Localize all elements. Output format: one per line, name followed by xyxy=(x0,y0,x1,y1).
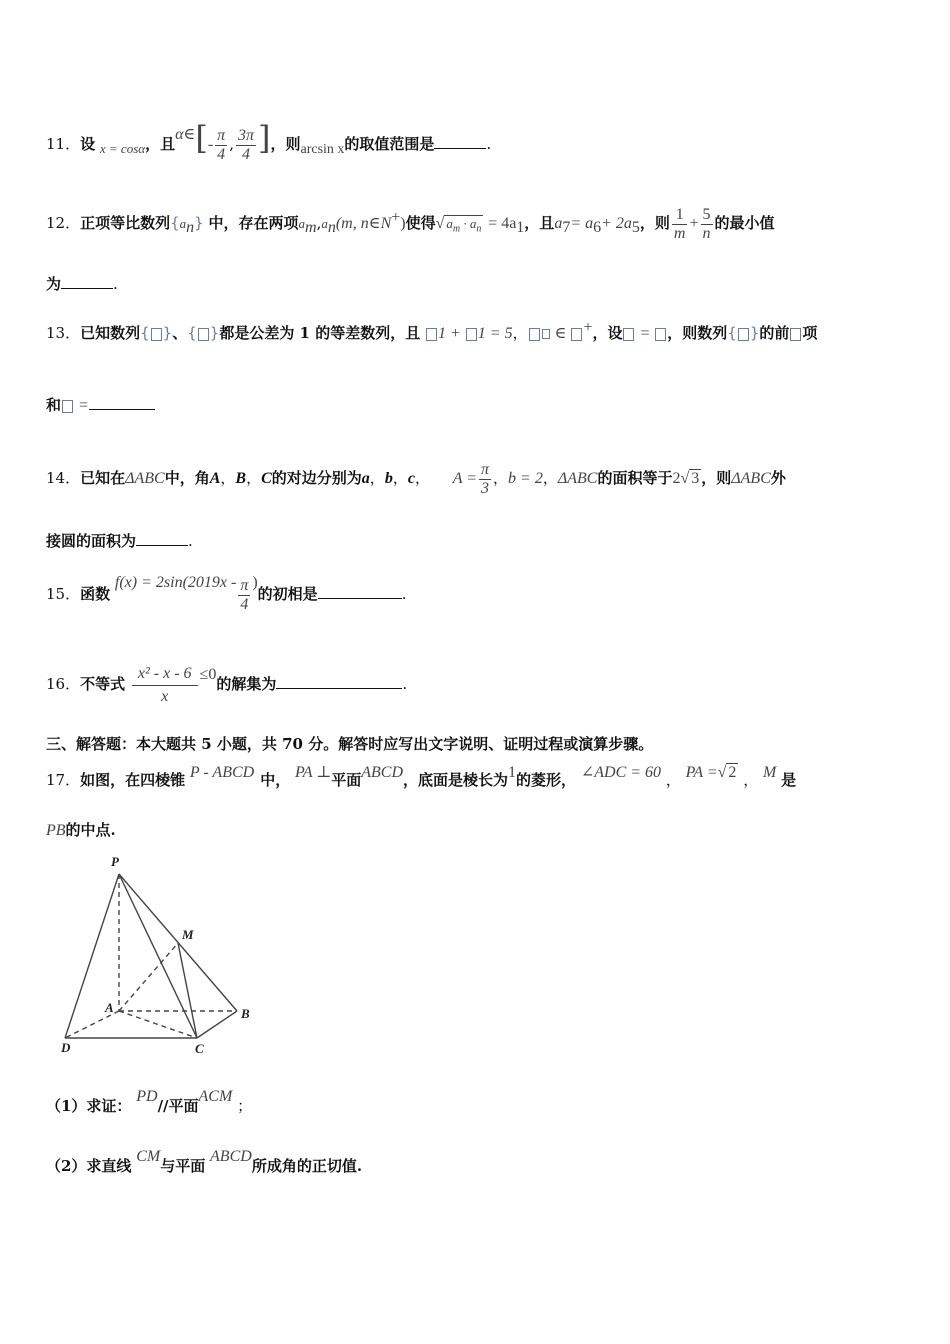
part-1: （1）求证： PD//平面ACM ； xyxy=(46,1088,253,1115)
section-heading: 三、解答题：本大题共 5 小题，共 70 分。解答时应写出文字说明、证明过程或演算步骤。 xyxy=(46,735,654,753)
question-17-cont: PB的中点. xyxy=(46,821,116,839)
label-p: P xyxy=(111,854,119,869)
question-16: 16．不等式 $\frac{\text{x² - x - 6}}{x}$ ≤0的解集为 . xyxy=(46,648,407,720)
question-13-cont: 和 = xyxy=(46,395,155,416)
answer-blank[interactable] xyxy=(434,134,486,149)
label-b: B xyxy=(241,1006,250,1021)
question-number: 16． xyxy=(46,675,81,693)
question-12-cont: 为 . xyxy=(46,275,118,293)
fraction: $\frac{3\pi}{4}$ xyxy=(237,126,254,163)
fraction: $\frac{5}{n}$ xyxy=(702,205,711,242)
fraction: $\frac{\pi}{3}$ xyxy=(481,460,490,497)
question-number: 13． xyxy=(46,324,81,342)
fraction: $\frac{1}{m}$ xyxy=(673,205,686,242)
answer-blank[interactable] xyxy=(61,274,113,289)
question-13: 13．已知数列{ }、{ }都是公差为 1 的等差数列，且 1 + 1 = 5， ∈ +，设 = ，则数列{ }的前 项 xyxy=(46,319,818,342)
label-d: D xyxy=(61,1040,71,1055)
answer-blank[interactable] xyxy=(318,584,402,599)
math-expr: x = cosα xyxy=(99,141,146,156)
question-11: 11．设 x = cosα，且α∈[- $\frac{\pi}{4}$ , $\frac{3\pi}{4}$ ]，则arcsin x的取值范围是 . xyxy=(46,119,492,163)
fraction: $\frac{\pi}{4}$ xyxy=(240,576,249,613)
edge-ac xyxy=(119,1011,197,1038)
pyramid-figure xyxy=(55,848,265,1063)
edge-cb xyxy=(197,1011,237,1038)
answer-blank[interactable] xyxy=(276,674,402,689)
question-14-cont: 接圆的面积为 . xyxy=(46,532,193,550)
question-15: 15．函数 f(x) = 2sin(2019x - $\frac{\pi}{4}$ )的初相是 . xyxy=(46,574,407,613)
question-number: 11． xyxy=(46,135,81,153)
question-number: 14． xyxy=(46,469,81,487)
question-number: 12． xyxy=(46,214,81,232)
question-17: 17．如图，在四棱锥 P - ABCD 中， PA ⊥平面ABCD，底面是棱长为1的菱形， ∠ADC = 60 ， PA =√ 2 ， M 是 xyxy=(46,764,797,789)
fraction: $\frac{\text{x² - x - 6}}{x}$ xyxy=(132,663,198,708)
label-a: A xyxy=(105,1000,114,1015)
question-14: 14．已知在ΔABC中，角A，B，C的对边分别为a，b，c， A = $\frac{\pi}{3}$ ，b = 2，ΔABC的面积等于2√ 3 ，则ΔABC外 xyxy=(46,460,786,497)
answer-blank[interactable] xyxy=(89,395,155,410)
label-c: C xyxy=(195,1041,204,1056)
answer-blank[interactable] xyxy=(136,531,188,546)
question-number: 17． xyxy=(46,771,81,789)
edge-am xyxy=(119,943,178,1011)
label-m: M xyxy=(182,927,194,942)
fraction: $\frac{\pi}{4}$ xyxy=(217,126,226,163)
question-number: 15． xyxy=(46,585,81,603)
edge-pc xyxy=(119,874,197,1038)
edge-cm xyxy=(178,943,197,1038)
part-2: （2）求直线 CM与平面 ABCD所成角的正切值. xyxy=(46,1148,363,1175)
question-12: 12．正项等比数列$\{a_n\}$ 中，存在两项$a_m,a_n(m$, n∈N+)使得√ $a_m \cdot a_n = 4a_1$，且$a_7= a_6+ 2a_5$，则 $\frac{1}{m}$ + $\frac{5}{n}$ 的最小值 xyxy=(46,205,775,242)
